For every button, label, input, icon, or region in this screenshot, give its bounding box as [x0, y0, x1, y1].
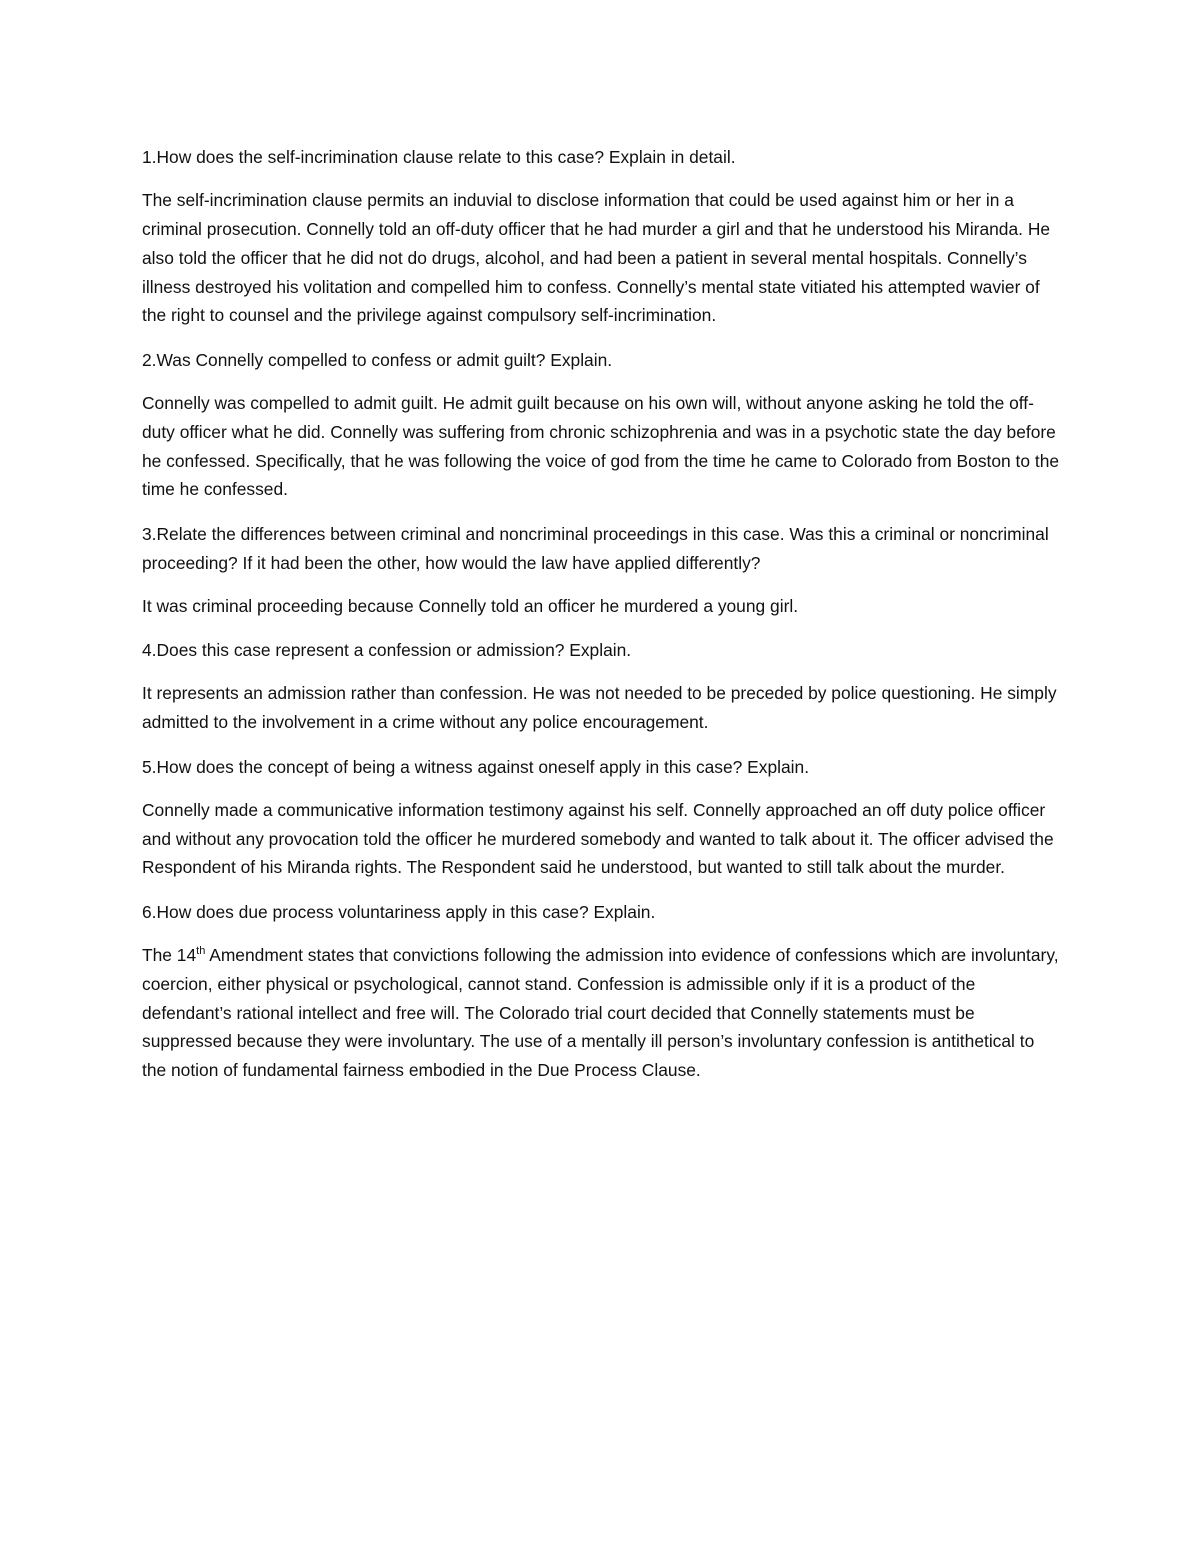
- answer-6: [142, 941, 1062, 1085]
- answer-4: It represents an admission rather than confession. He was not needed to be preceded by police questioning. He simply admitted to the involvement in a crime without any police encouragement.: [142, 683, 1057, 733]
- answer-3: It was criminal proceeding because Connelly told an officer he murdered a young girl.: [142, 595, 799, 616]
- question-3: 3.Relate the differences between criminal and noncriminal proceedings in this case. Was this a criminal or noncriminal proceeding? If it had been the other, how would the law have applied differently?: [142, 523, 1049, 573]
- question-5: 5.How does the concept of being a witness against oneself apply in this case? Explain.: [142, 756, 810, 777]
- answer-6-rest: Amendment states that convictions following the admission into evidence of confessions which are involuntary, coercion, either physical or psychological, cannot stand. Confession is admissible only if it is a product of the defendant’s rational intellect and free will. The Colorado trial court decided that Connelly statements must be suppressed because they were involuntary. The use of a mentally ill person’s involuntary confession is antithetical to the notion of fundamental fairness embodied in the Due Process Clause.: [142, 945, 1059, 1081]
- question-6: 6.How does due process voluntariness apply in this case? Explain.: [142, 901, 656, 922]
- question-4: 4.Does this case represent a confession or admission? Explain.: [142, 640, 632, 661]
- question-2: 2.Was Connelly compelled to confess or admit guilt? Explain.: [142, 349, 613, 370]
- document-body: [142, 143, 1062, 1101]
- answer-6-superscript: th: [196, 945, 206, 958]
- answer-2: Connelly was compelled to admit guilt. He admit guilt because on his own will, without anyone asking he told the off-duty officer what he did. Connelly was suffering from chronic schizophrenia and was in a psychotic state the day before he confessed. Specifically, that he was following the voice of god from the time he came to Colorado from Boston to the time he confessed.: [142, 393, 1060, 500]
- question-1: 1.How does the self-incrimination clause relate to this case? Explain in detail.: [142, 147, 736, 167]
- answer-6-lead: The 14: [142, 945, 197, 966]
- answer-1: The self-incrimination clause permits an induvial to disclose information that could be used against him or her in a criminal prosecution. Connelly told an off-duty officer that he had murder a girl and that he understood his Miranda. He also told the officer that he did not do drugs, alcohol, and had been a patient in several mental hospitals. Connelly’s illness destroyed his volitation and compelled him to confess. Connelly’s mental state vitiated his attempted wavier of the right to counsel and the privilege against compulsory self-incrimination.: [142, 190, 1051, 326]
- answer-5: Connelly made a communicative information testimony against his self. Connelly approached an off duty police officer and without any provocation told the officer he murdered somebody and wanted to talk about it. The officer advised the Respondent of his Miranda rights. The Respondent said he understood, but wanted to still talk about the murder.: [142, 799, 1054, 878]
